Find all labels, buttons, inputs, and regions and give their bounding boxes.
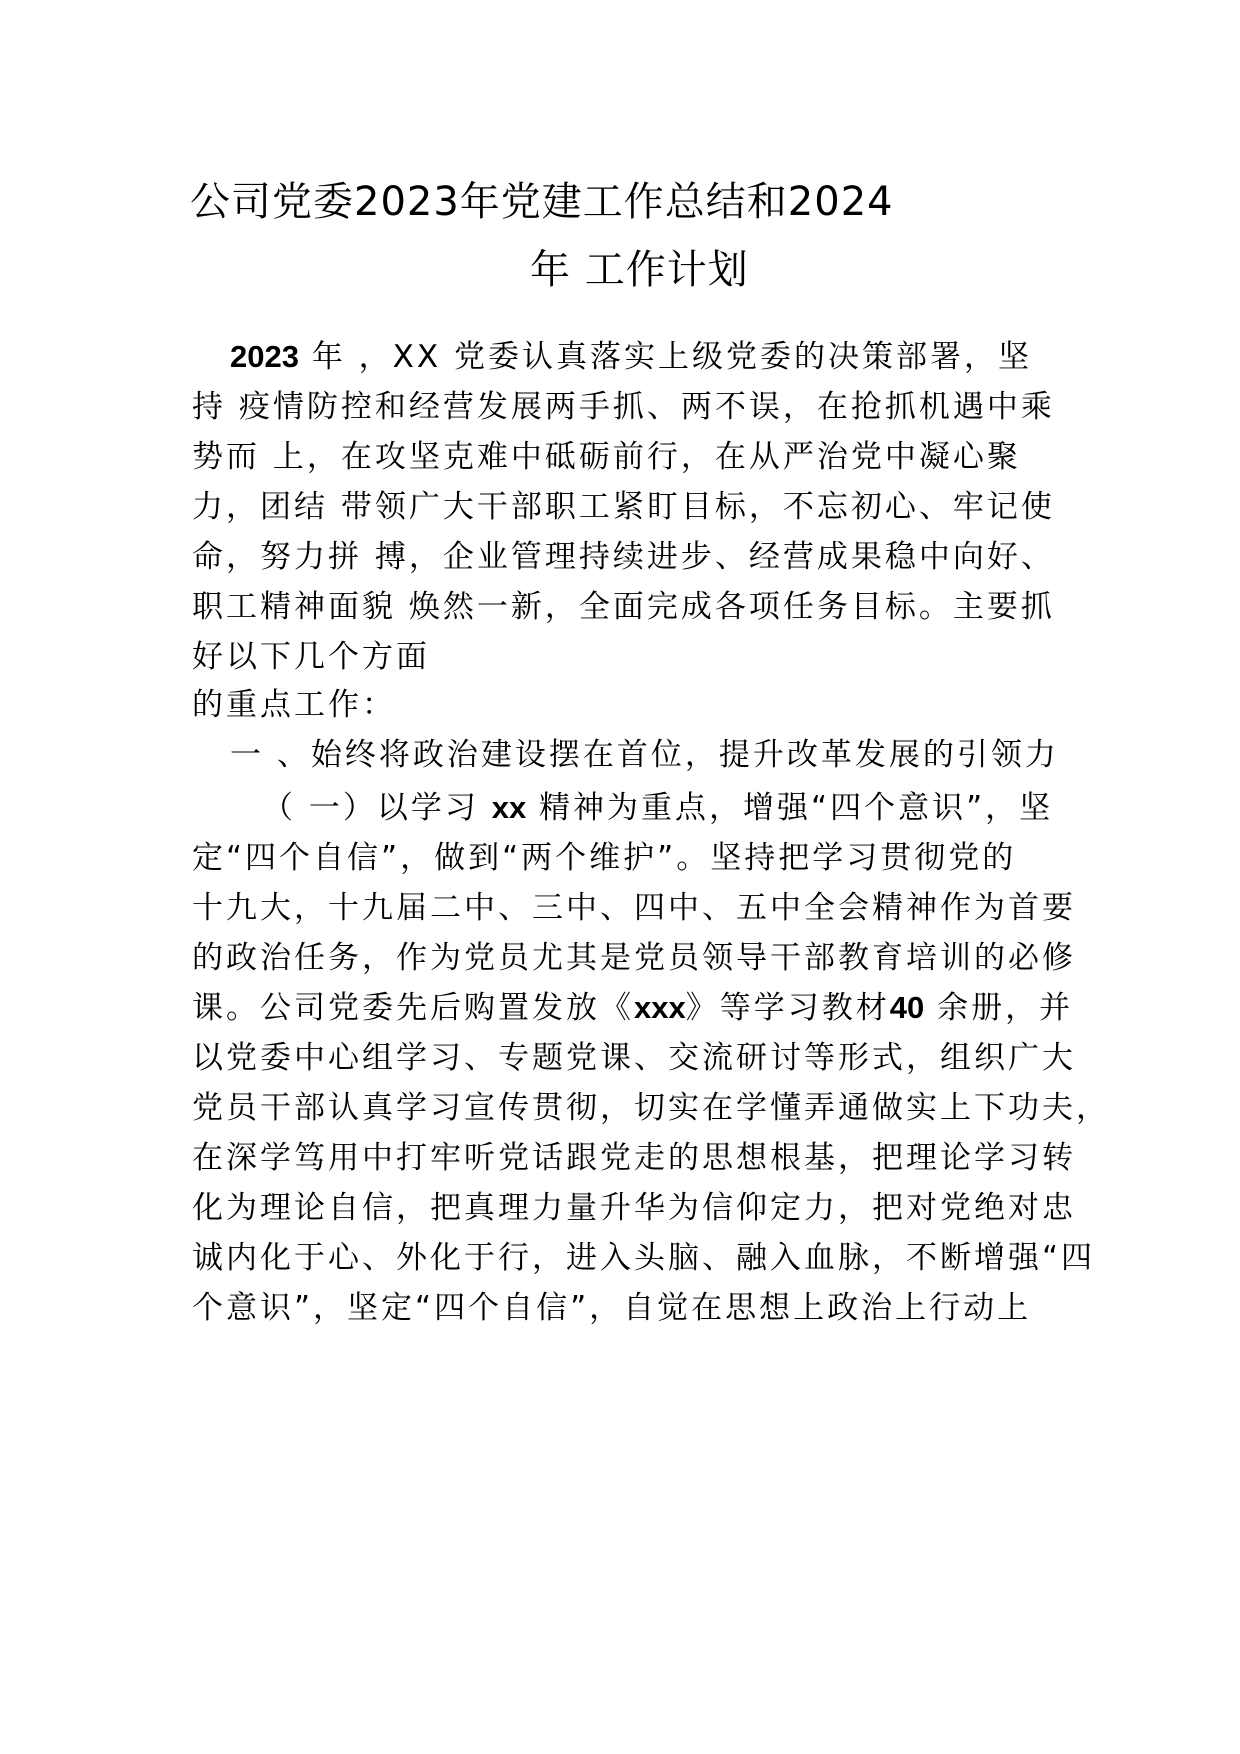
xx-text: xx (491, 790, 527, 825)
paragraph-1-line-4: 力，团结 带领广大干部职工紧盯目标，不忘初心、牢记使 (192, 489, 1055, 525)
paragraph-2-line-5-e: 余册，并 (924, 990, 1074, 1026)
paragraph-2-line-9: 化为理论自信，把真理力量升华为信仰定力，把对党绝对忠 (192, 1190, 1076, 1226)
document-title-line-2: 年 工作计划 (530, 247, 749, 293)
document-title-line-1: 公司党委2023年党建工作总结和2024 (190, 179, 894, 225)
count-40-text: 40 (889, 990, 925, 1025)
paragraph-2-line-8: 在深学笃用中打牢听党话跟党走的思想根基，把理论学习转 (192, 1140, 1076, 1176)
paragraph-2-line-1-a: （ 一）以学习 (262, 790, 492, 826)
paragraph-1-line-5: 命，努力拼 搏，企业管理持续进步、经营成果稳中向好、 (192, 539, 1055, 575)
paragraph-2-line-5-a: 课。公司党委先后购置发放《 (192, 990, 634, 1026)
paragraph-2-line-3: 十九大，十九届二中、三中、四中、五中全会精神作为首要 (192, 890, 1076, 926)
paragraph-1-line-6: 职工精神面貌 焕然一新，全面完成各项任务目标。主要抓 (192, 589, 1055, 625)
paragraph-1-line-1-text: 年 ，XX 党委认真落实上级党委的决策部署，坚 (298, 339, 1033, 375)
paragraph-2-line-5 (192, 988, 1073, 1028)
paragraph-2-line-6: 以党委中心组学习、专题党课、交流研讨等形式，组织广大 (192, 1040, 1076, 1076)
paragraph-2-line-10: 诚内化于心、外化于行，进入头脑、融入血脉，不断增强“四 (192, 1240, 1096, 1276)
paragraph-2-line-5-c: 》等学习教材 (685, 990, 890, 1026)
year-text: 2023 (230, 339, 299, 374)
paragraph-1-line-8: 的重点工作： (192, 687, 396, 723)
paragraph-1-line-7: 好以下几个方面 (192, 639, 430, 675)
paragraph-1-line-3: 势而 上，在攻坚克难中砥砺前行，在从严治党中凝心聚 (192, 439, 1021, 475)
paragraph-2-line-4: 的政治任务，作为党员尤其是党员领导干部教育培训的必修 (192, 940, 1076, 976)
paragraph-1-line-1 (230, 337, 1032, 377)
section-heading-1: 一 、始终将政治建设摆在首位，提升改革发展的引领力 (230, 737, 1059, 773)
paragraph-2-line-7: 党员干部认真学习宣传贯彻，切实在学懂弄通做实上下功夫， (192, 1090, 1110, 1126)
paragraph-2-line-1 (262, 788, 1053, 828)
paragraph-2-line-2: 定“四个自信”，做到“两个维护”。坚持把学习贯彻党的 (192, 840, 1017, 876)
xxx-text: xxx (634, 990, 686, 1025)
paragraph-1-line-2: 持 疫情防控和经营发展两手抓、两不误，在抢抓机遇中乘 (192, 389, 1055, 425)
paragraph-2-line-1-c: 精神为重点，增强“四个意识”，坚 (526, 790, 1054, 826)
paragraph-2-line-11: 个意识”，坚定“四个自信”，自觉在思想上政治上行动上 (192, 1290, 1032, 1326)
